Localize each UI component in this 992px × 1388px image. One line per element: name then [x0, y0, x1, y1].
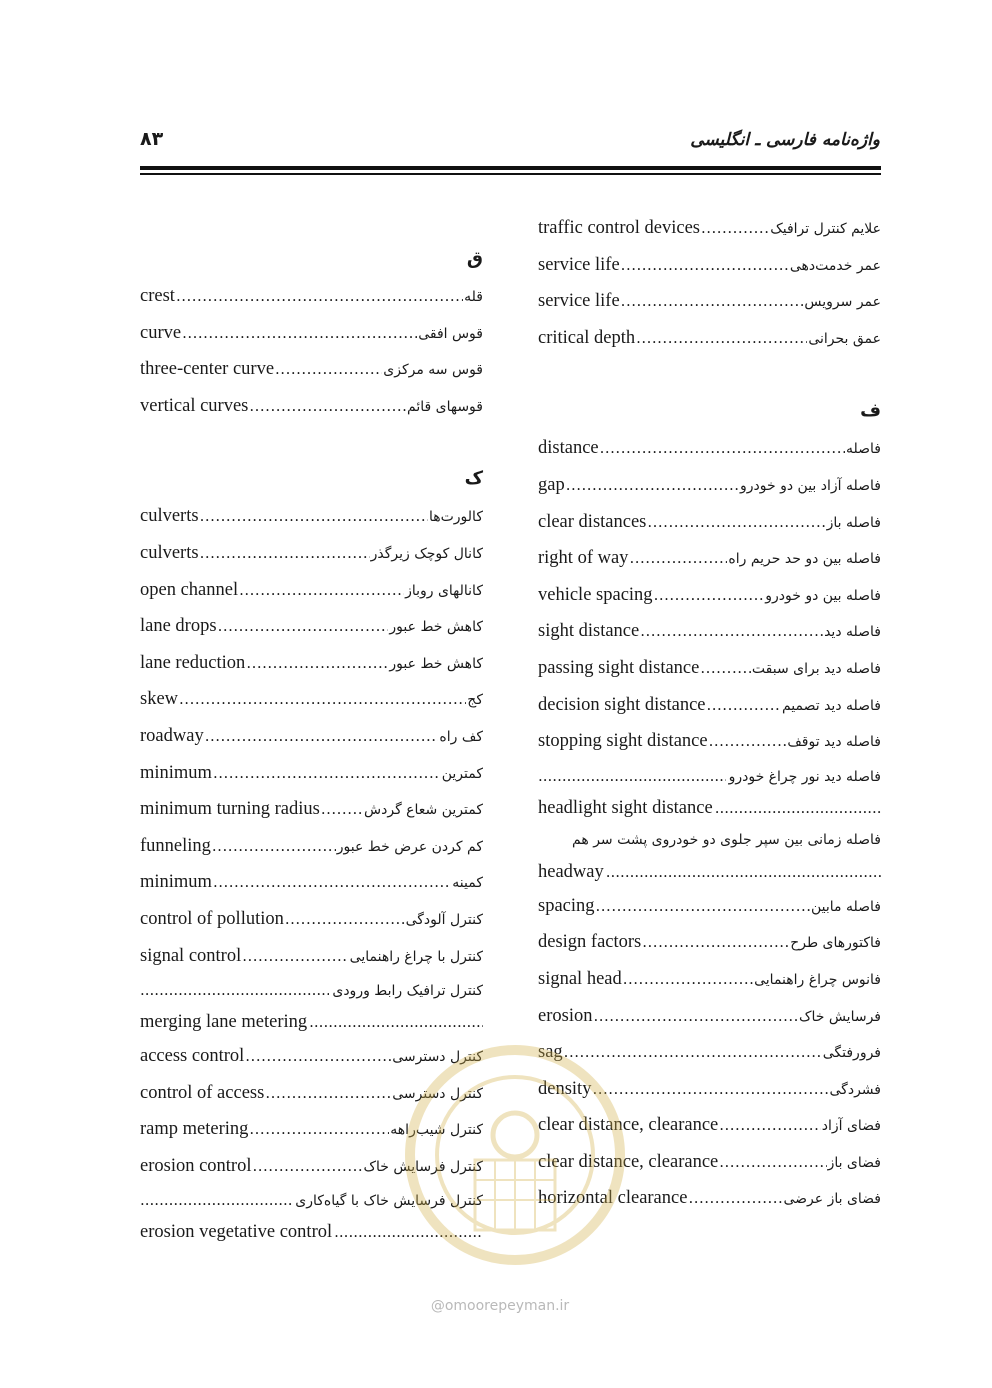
glossary-term-fa: کانال کوچک زیرگذر: [370, 545, 483, 562]
glossary-entry: [538, 210, 881, 247]
leader-dots: [309, 1006, 483, 1038]
headlight-entry-fa: [538, 760, 881, 792]
glossary-term-en: ramp metering: [140, 1119, 249, 1140]
glossary-term-fa: فاصله دید: [824, 624, 881, 641]
leader-dots: [265, 1075, 391, 1112]
leader-dots: [654, 577, 765, 614]
glossary-term-en: spacing: [538, 895, 595, 916]
glossary-entry: [538, 283, 881, 320]
glossary-term-en: traffic control devices: [538, 218, 700, 238]
glossary-term-fa: کنترل دسترسی: [392, 1085, 483, 1102]
leader-dots: [285, 901, 405, 938]
glossary-term-fa: فضای باز: [827, 1154, 881, 1171]
glossary-term-fa: فاصله مابین: [811, 898, 881, 915]
glossary-entry: [140, 828, 483, 865]
glossary-term-en: density: [538, 1078, 592, 1099]
leader-dots: [205, 718, 439, 755]
glossary-term-fa: قوس افقی: [418, 325, 483, 342]
glossary-term-en: signal control: [140, 945, 242, 966]
glossary-entry: [140, 572, 483, 609]
glossary-term-en: signal head: [538, 968, 622, 989]
glossary-term-en: service life: [538, 291, 620, 312]
leader-dots: [701, 210, 769, 247]
glossary-term-fa: کج: [467, 692, 483, 709]
leader-dots: [640, 613, 823, 650]
glossary-term-fa: فاصله بین دو خودرو: [765, 587, 881, 604]
glossary-entry: [538, 961, 881, 998]
leader-dots: [719, 1107, 820, 1144]
leader-dots: [688, 1180, 782, 1217]
glossary-entry: [140, 938, 483, 975]
leader-dots: [182, 315, 417, 352]
leader-dots: [242, 938, 348, 975]
glossary-term-fa: فاصله بین دو حد حریم راه: [728, 551, 881, 568]
glossary-term-en: vertical curves: [140, 395, 249, 416]
glossary-entry: [538, 613, 881, 650]
glossary-entry: [140, 755, 483, 792]
glossary-term-fa: کاهش خط عبور: [389, 619, 483, 636]
glossary-term-en: gap: [538, 474, 565, 495]
glossary-term-en: clear distances: [538, 511, 647, 532]
glossary-term-fa: کنترل با چراغ راهنمایی: [349, 948, 483, 965]
leader-dots: [647, 504, 825, 541]
glossary-entry: [538, 430, 881, 467]
ramp-entry-fa: [140, 974, 483, 1006]
glossary-entry: [140, 645, 483, 682]
glossary-entry: [140, 388, 483, 425]
glossary-term-fa: کنترل آلودگی: [405, 911, 483, 928]
watermark-seal-icon: [400, 1040, 630, 1270]
leader-dots: [246, 645, 388, 682]
glossary-term-fa: فاصله باز: [826, 514, 881, 531]
glossary-term-en: culverts: [140, 506, 199, 527]
glossary-term-en: minimum: [140, 872, 212, 893]
glossary-entry: [140, 608, 483, 645]
glossary-term-en: erosion control: [140, 1155, 252, 1176]
page-header-title: واژه‌نامه فارسی ـ انگلیسی: [690, 130, 880, 150]
glossary-term-fa: کنترل دسترسی: [392, 1049, 483, 1066]
leader-dots: [621, 283, 804, 320]
glossary-term-fa: کاهش خط عبور: [389, 655, 483, 672]
glossary-term-en: headlight sight distance: [538, 797, 713, 818]
leader-dots: [596, 888, 811, 925]
leader-dots: [249, 1111, 389, 1148]
leader-dots: [245, 1038, 391, 1075]
glossary-entry: [538, 467, 881, 504]
glossary-term-en: minimum: [140, 762, 212, 783]
headlight-entry-en: [538, 792, 881, 824]
glossary-term-en: minimum turning radius: [140, 799, 320, 820]
glossary-term-en: control of pollution: [140, 908, 284, 929]
glossary-term-fa: کنترل ترافیک رابط ورودی: [332, 983, 483, 1000]
leader-dots: [140, 974, 329, 1006]
glossary-term-en: erosion vegetative control: [140, 1222, 333, 1243]
entry-group: [538, 430, 881, 759]
glossary-term-en: erosion: [538, 1005, 593, 1026]
glossary-term-fa: کف راه: [439, 728, 483, 745]
leader-dots: [179, 681, 466, 718]
glossary-entry: [140, 315, 483, 352]
glossary-term-en: clear distance, clearance: [538, 1151, 719, 1172]
glossary-term-fa: قله: [464, 289, 483, 305]
glossary-term-fa: کالورت‌ها: [428, 509, 483, 526]
leader-dots: [176, 278, 463, 315]
glossary-term-fa: کانالهای روباز: [405, 582, 483, 599]
glossary-term-en: merging lane metering: [140, 1012, 308, 1033]
glossary-term-fa: فرسایش خاک: [798, 1008, 881, 1025]
glossary-entry: [538, 687, 881, 724]
glossary-term-fa: فاصله دید توقف: [787, 734, 881, 751]
glossary-term-en: critical depth: [538, 327, 636, 348]
leader-dots: [239, 572, 404, 609]
glossary-term-fa: کنترل فرسایش خاک: [363, 1158, 483, 1175]
glossary-entry: [140, 278, 483, 315]
glossary-term-en: sag: [538, 1042, 563, 1063]
leader-dots: [200, 498, 428, 535]
leader-dots: [606, 856, 881, 888]
glossary-term-en: service life: [538, 254, 620, 275]
leader-dots: [600, 430, 845, 467]
glossary-term-fa: کم کردن عرض خط عبور: [336, 838, 483, 855]
leader-dots: [253, 1148, 363, 1185]
headway-entry-en: [538, 856, 881, 888]
leader-dots: [719, 1144, 826, 1181]
glossary-entry: [140, 864, 483, 901]
leader-dots: [538, 760, 726, 792]
glossary-entry: [538, 998, 881, 1035]
glossary-term-en: design factors: [538, 932, 642, 953]
leader-dots: [700, 650, 751, 687]
glossary-term-fa: فضای آزاد: [821, 1118, 881, 1135]
glossary-term-fa: عمر خدمت‌دهی: [789, 257, 881, 274]
leader-dots: [321, 791, 363, 828]
glossary-entry: [140, 791, 483, 828]
headway-entry-fa: فاصله زمانی بین سپر جلوی دو خودروی پشت سر هم: [572, 831, 881, 848]
glossary-term-fa: کنترل شیب‌راهه: [390, 1122, 483, 1139]
glossary-term-en: horizontal clearance: [538, 1188, 688, 1209]
leader-dots: [623, 961, 753, 998]
glossary-term-fa: فاصله دید تصمیم: [781, 697, 881, 714]
glossary-entry: [538, 504, 881, 541]
section-letter-q: ق: [466, 248, 483, 269]
header-rule-thick: [140, 166, 881, 170]
glossary-term-en: lane reduction: [140, 652, 246, 673]
glossary-term-fa: کمترین: [441, 765, 483, 782]
leader-dots: [212, 828, 336, 865]
glossary-entry: [140, 718, 483, 755]
page-number: ۸۳: [140, 128, 164, 150]
header-rule-thin: [140, 173, 881, 175]
glossary-term-en: clear distance, clearance: [538, 1115, 719, 1136]
glossary-term-en: distance: [538, 438, 599, 459]
glossary-term-en: decision sight distance: [538, 694, 706, 715]
glossary-term-fa: کمترین شعاع گردش: [364, 802, 483, 819]
glossary-term-en: culverts: [140, 542, 199, 563]
watermark-site-label: @omoorepeyman.ir: [430, 1298, 570, 1314]
glossary-entry: [538, 540, 881, 577]
glossary-term-en: open channel: [140, 579, 239, 600]
leader-dots: [636, 320, 807, 357]
glossary-term-en: right of way: [538, 548, 629, 569]
glossary-entry: [538, 247, 881, 284]
glossary-term-en: funneling: [140, 835, 211, 856]
glossary-term-fa: فاصله دید برای سبقت: [751, 660, 881, 677]
glossary-term-fa: علایم کنترل ترافیک: [770, 221, 881, 237]
glossary-entry: [538, 650, 881, 687]
glossary-entry: [538, 888, 881, 925]
section-letter-f: ف: [860, 400, 881, 422]
leader-dots: [200, 535, 370, 572]
glossary-term-fa: فاصله: [846, 441, 881, 458]
glossary-entry: [140, 498, 483, 535]
leader-dots: [715, 792, 881, 824]
leader-dots: [140, 1184, 292, 1216]
entry-group: [538, 210, 881, 356]
glossary-term-en: roadway: [140, 725, 204, 746]
leader-dots: [566, 467, 739, 504]
glossary-term-fa: فشردگی: [829, 1081, 881, 1098]
glossary-term-fa: کنترل فرسایش خاک با گیاه‌کاری: [295, 1193, 483, 1210]
leader-dots: [709, 723, 787, 760]
glossary-term-en: curve: [140, 322, 182, 343]
glossary-entry: [538, 723, 881, 760]
glossary-term-fa: فرورفتگی: [822, 1045, 881, 1062]
entry-group: [140, 498, 483, 974]
glossary-entry: [140, 535, 483, 572]
leader-dots: [593, 998, 797, 1035]
glossary-term-fa: فاصله آزاد بین دو خودرو: [740, 477, 881, 494]
leader-dots: [707, 687, 781, 724]
glossary-term-fa: عمق بحرانی: [808, 330, 881, 347]
glossary-entry: [140, 681, 483, 718]
glossary-term-en: skew: [140, 689, 179, 710]
leader-dots: [249, 388, 406, 425]
glossary-term-en: three-center curve: [140, 359, 275, 380]
glossary-term-en: passing sight distance: [538, 657, 700, 678]
glossary-term-en: crest: [140, 286, 175, 306]
glossary-entry: [538, 924, 881, 961]
glossary-term-en: vehicle spacing: [538, 584, 653, 605]
glossary-term-fa: فاصله دید نور چراغ خودرو: [728, 768, 881, 785]
glossary-term-fa: قوسهای قائم: [407, 398, 483, 415]
glossary-term-fa: فانوس چراغ راهنمایی: [754, 971, 881, 988]
leader-dots: [275, 351, 382, 388]
glossary-term-en: stopping sight distance: [538, 731, 708, 752]
glossary-term-en: sight distance: [538, 621, 640, 642]
leader-dots: [213, 755, 441, 792]
glossary-term-en: headway: [538, 861, 604, 882]
glossary-term-fa: کمینه: [452, 875, 483, 892]
glossary-term-fa: فاکتورهای طرح: [790, 935, 881, 952]
ramp-entry-en: [140, 1006, 483, 1038]
glossary-term-en: lane drops: [140, 616, 217, 637]
entry-group: [140, 278, 483, 424]
section-letter-k: ک: [464, 468, 483, 490]
leader-dots: [629, 540, 727, 577]
glossary-term-fa: قوس سه مرکزی: [383, 362, 483, 379]
glossary-entry: [140, 901, 483, 938]
glossary-entry: [538, 577, 881, 614]
leader-dots: [621, 247, 789, 284]
glossary-term-en: control of access: [140, 1082, 265, 1103]
glossary-term-en: access control: [140, 1046, 245, 1067]
leader-dots: [642, 924, 789, 961]
leader-dots: [213, 864, 451, 901]
glossary-entry: [538, 320, 881, 357]
glossary-term-fa: عمر سرویس: [804, 294, 881, 311]
glossary-term-fa: فضای باز عرضی: [783, 1191, 881, 1208]
leader-dots: [218, 608, 389, 645]
glossary-entry: [140, 351, 483, 388]
